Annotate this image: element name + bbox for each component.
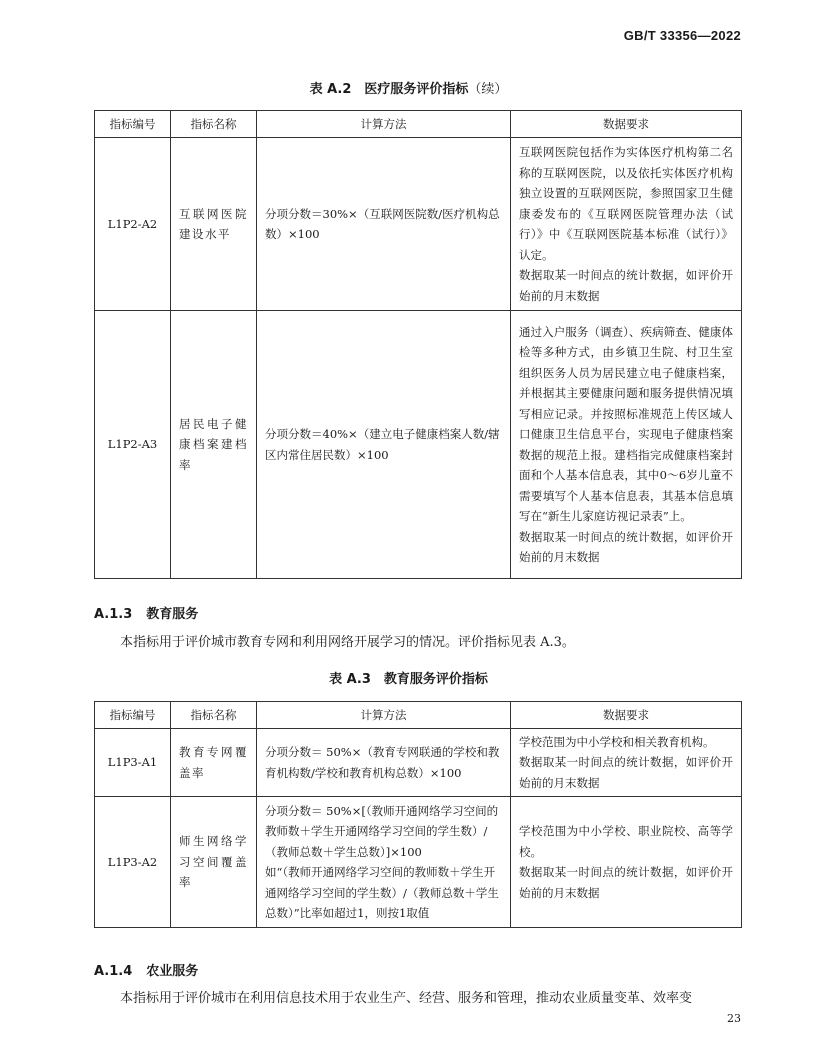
indicator-code: L1P3-A1 xyxy=(95,729,171,797)
column-header: 计算方法 xyxy=(257,702,511,729)
section-a13-paragraph: 本指标用于评价城市教育专网和利用网络开展学习的情况。评价指标见表 A.3。 xyxy=(120,635,575,650)
requirement-line: 数据取某一时间点的统计数据，如评价开始前的月末数据 xyxy=(519,865,733,900)
requirement-line: 通过入户服务（调查）、疾病筛查、健康体检等多种方式，由乡镇卫生院、村卫生室组织医务人员为居民建立电子健康档案，并根据其主要健康问题和服务提供情况填写相应记录。并按照标准规范上传区域人口健康卫生信息平台，实现电子健康档案数据的规范上报。建档指完成健康档案封面和个人基本信息表，其中0～6岁儿童不需要填写个人基本信息表，其基本信息填写在“新生儿家庭访视记录表”上。 xyxy=(519,324,733,523)
column-header: 指标编号 xyxy=(95,702,171,729)
requirement-line: 数据取某一时间点的统计数据，如评价开始前的月末数据 xyxy=(519,755,733,790)
section-a14-paragraph: 本指标用于评价城市在利用信息技术用于农业生产、经营、服务和管理，推动农业质量变革、效率变 xyxy=(120,991,693,1006)
calculation-method: 分项分数＝40%×（建立电子健康档案人数/辖区内常住居民数）×100 xyxy=(257,311,511,579)
calculation-method: 分项分数＝ 50%×（教育专网联通的学校和教育机构数/学校和教育机构总数）×100 xyxy=(257,729,511,797)
indicator-code: L1P3-A2 xyxy=(95,797,171,928)
table-header-row xyxy=(95,702,742,729)
requirement-line: 学校范围为中小学校、职业院校、高等学校。 xyxy=(519,824,733,859)
indicator-name: 师生网络学习空间覆盖率 xyxy=(171,797,257,928)
table-a2-title-text: 表 A.2 医疗服务评价指标 xyxy=(309,82,469,97)
requirement-line: 数据取某一时间点的统计数据，如评价开始前的月末数据 xyxy=(519,529,733,564)
indicator-name: 互联网医院建设水平 xyxy=(171,138,257,311)
data-requirement xyxy=(511,138,742,311)
table-header-row xyxy=(95,111,742,138)
column-header: 指标名称 xyxy=(171,111,257,138)
section-number: A.1.4 xyxy=(94,964,133,979)
table-row xyxy=(95,311,742,579)
table-a3-title: 表 A.3 教育服务评价指标 xyxy=(329,672,488,687)
page-number: 23 xyxy=(727,1012,741,1025)
table-a3 xyxy=(94,701,742,928)
data-requirement xyxy=(511,797,742,928)
indicator-code: L1P2-A3 xyxy=(95,311,171,579)
section-a14-heading xyxy=(94,960,198,979)
column-header: 指标编号 xyxy=(95,111,171,138)
section-a13-heading xyxy=(94,603,198,622)
section-title: 教育服务 xyxy=(146,607,199,622)
section-title: 农业服务 xyxy=(146,964,199,979)
table-a2-continued: （续） xyxy=(468,82,508,97)
indicator-name: 居民电子健康档案建档率 xyxy=(171,311,257,579)
data-requirement xyxy=(511,311,742,579)
table-row xyxy=(95,138,742,311)
requirement-line: 学校范围为中小学校和相关教育机构。 xyxy=(519,734,715,749)
requirement-line: 数据取某一时间点的统计数据，如评价开始前的月末数据 xyxy=(519,268,733,303)
indicator-code: L1P2-A2 xyxy=(95,138,171,311)
table-a2-title xyxy=(0,78,817,97)
table-row xyxy=(95,729,742,797)
calculation-method: 分项分数＝ 50%×[（教师开通网络学习空间的教师数＋学生开通网络学习空间的学生数）/（教师总数＋学生总数）]×100 如“（教师开通网络学习空间的教师数＋学生开通网络学习空间的学生数）/（教师总数＋学生总数）”比率如超过1，则按1取值 xyxy=(257,797,511,928)
indicator-name: 教育专网覆盖率 xyxy=(171,729,257,797)
column-header: 数据要求 xyxy=(511,702,742,729)
calculation-method: 分项分数＝30%×（互联网医院数/医疗机构总数）×100 xyxy=(257,138,511,311)
requirement-line: 互联网医院包括作为实体医疗机构第二名称的互联网医院，以及依托实体医疗机构独立设置的互联网医院，参照国家卫生健康委发布的《互联网医院管理办法（试行）》中《互联网医院基本标准（试行）》认定。 xyxy=(519,145,733,262)
table-row xyxy=(95,797,742,928)
column-header: 数据要求 xyxy=(511,111,742,138)
column-header: 计算方法 xyxy=(257,111,511,138)
column-header: 指标名称 xyxy=(171,702,257,729)
section-number: A.1.3 xyxy=(94,607,133,622)
data-requirement xyxy=(511,729,742,797)
standard-code: GB/T 33356—2022 xyxy=(623,28,741,43)
table-a2 xyxy=(94,110,742,579)
